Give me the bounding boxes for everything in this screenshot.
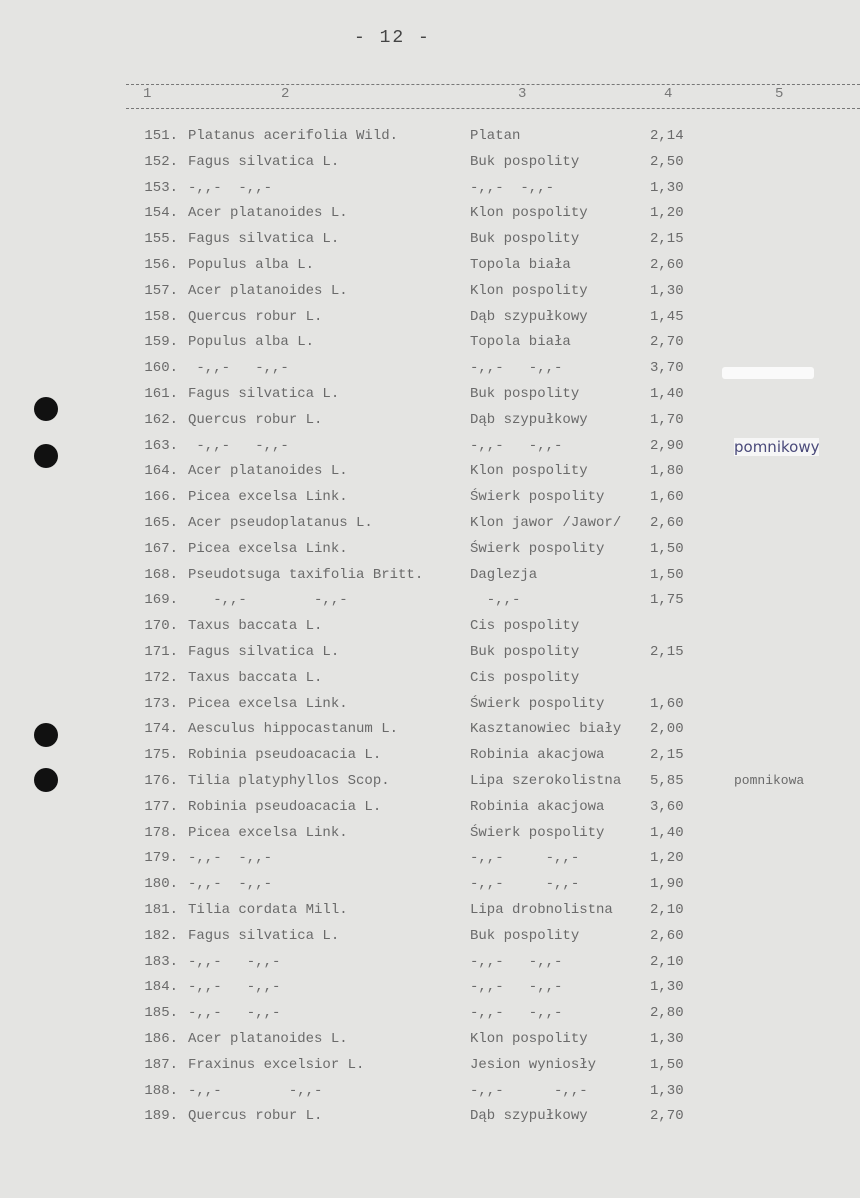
table-row: [0, 1005, 860, 1031]
latin-name: Acer platanoides L.: [188, 205, 348, 222]
row-number: 176.: [144, 773, 178, 789]
row-number: 181.: [144, 902, 178, 918]
measurement: 2,60: [650, 515, 684, 531]
punch-hole: [34, 723, 58, 747]
table-row: [0, 386, 860, 412]
correction-fluid-mark: [722, 367, 814, 379]
table-row: [0, 231, 860, 257]
table-row: [0, 180, 860, 206]
polish-name: Daglezja: [470, 566, 538, 583]
latin-name: -,,- -,,-: [188, 850, 273, 867]
row-number: 179.: [144, 850, 178, 867]
measurement: 1,20: [650, 205, 684, 222]
latin-name: Picea excelsa Link.: [188, 489, 348, 506]
row-number: 186.: [144, 1031, 178, 1047]
row-number: 152.: [144, 153, 178, 170]
row-number: 167.: [144, 540, 178, 557]
measurement: 2,10: [650, 902, 684, 918]
polish-name: Kasztanowiec biały: [470, 721, 622, 738]
measurement: 2,70: [650, 334, 684, 351]
table-row: [0, 463, 860, 489]
latin-name: Robinia pseudoacacia L.: [188, 798, 382, 815]
row-number: 187.: [144, 1056, 178, 1073]
measurement: 3,60: [650, 798, 684, 815]
polish-name: -,,-: [470, 592, 521, 609]
row-number: 168.: [144, 566, 178, 583]
measurement: 1,30: [650, 1031, 684, 1047]
table-row: [0, 412, 860, 438]
latin-name: Acer platanoides L.: [188, 1031, 348, 1047]
latin-name: Taxus baccata L.: [188, 669, 323, 686]
table-row: [0, 721, 860, 747]
table-row: [0, 696, 860, 722]
measurement: 1,70: [650, 411, 684, 428]
latin-name: Quercus robur L.: [188, 308, 323, 325]
column-header-2: 2: [281, 86, 290, 102]
latin-name: Populus alba L.: [188, 334, 315, 351]
table-row: [0, 954, 860, 980]
table-row: [0, 257, 860, 283]
measurement: 1,75: [650, 592, 684, 609]
header-rule-top: [126, 84, 860, 85]
page-number: - 12 -: [354, 28, 431, 48]
row-number: 184.: [144, 979, 178, 996]
measurement: 1,30: [650, 179, 684, 196]
polish-name: Cis pospolity: [470, 669, 580, 686]
latin-name: Platanus acerifolia Wild.: [188, 128, 399, 144]
row-number: 170.: [144, 618, 178, 635]
row-number: 154.: [144, 205, 178, 222]
polish-name: Buk pospolity: [470, 231, 580, 248]
latin-name: Quercus robur L.: [188, 411, 323, 428]
note: pomnikowy: [734, 437, 820, 456]
row-number: 153.: [144, 179, 178, 196]
row-number: 175.: [144, 747, 178, 764]
polish-name: Jesion wyniosły: [470, 1056, 597, 1073]
latin-name: Acer pseudoplatanus L.: [188, 515, 373, 531]
polish-name: Robinia akacjowa: [470, 798, 605, 815]
row-number: 162.: [144, 411, 178, 428]
row-number: 188.: [144, 1082, 178, 1099]
row-number: 155.: [144, 231, 178, 248]
measurement: 1,40: [650, 386, 684, 402]
row-number: 161.: [144, 386, 178, 402]
table-row: [0, 799, 860, 825]
polish-name: -,,- -,,-: [470, 850, 580, 867]
polish-name: Klon pospolity: [470, 205, 588, 222]
row-number: 173.: [144, 695, 178, 712]
table-row: [0, 154, 860, 180]
measurement: 2,15: [650, 644, 684, 660]
table-row: [0, 541, 860, 567]
latin-name: Fagus silvatica L.: [188, 927, 340, 944]
measurement: 1,60: [650, 695, 684, 712]
row-number: 159.: [144, 334, 178, 351]
latin-name: Acer platanoides L.: [188, 463, 348, 480]
polish-name: Klon pospolity: [470, 282, 588, 299]
measurement: 2,90: [650, 437, 684, 454]
row-number: 172.: [144, 669, 178, 686]
measurement: 2,15: [650, 747, 684, 764]
polish-name: Świerk pospolity: [470, 540, 605, 557]
polish-name: Buk pospolity: [470, 386, 580, 402]
row-number: 178.: [144, 824, 178, 841]
polish-name: -,,- -,,-: [470, 360, 563, 377]
column-header-1: 1: [143, 86, 152, 102]
polish-name: Buk pospolity: [470, 153, 580, 170]
table-row: [0, 128, 860, 154]
latin-name: -,,- -,,-: [188, 179, 273, 196]
measurement: 1,80: [650, 463, 684, 480]
row-number: 189.: [144, 1108, 178, 1125]
table-row: [0, 1108, 860, 1134]
latin-name: Fagus silvatica L.: [188, 644, 340, 660]
table-row: [0, 773, 860, 799]
measurement: 1,90: [650, 876, 684, 893]
polish-name: Lipa drobnolistna: [470, 902, 613, 918]
table-row: [0, 438, 860, 464]
row-number: 156.: [144, 257, 178, 273]
polish-name: -,,- -,,-: [470, 437, 563, 454]
table-row: [0, 283, 860, 309]
latin-name: Fraxinus excelsior L.: [188, 1056, 365, 1073]
measurement: 1,30: [650, 1082, 684, 1099]
row-number: 177.: [144, 798, 178, 815]
table-row: [0, 567, 860, 593]
polish-name: -,,- -,,-: [470, 876, 580, 893]
latin-name: Fagus silvatica L.: [188, 231, 340, 248]
polish-name: Klon pospolity: [470, 463, 588, 480]
polish-name: Świerk pospolity: [470, 489, 605, 506]
table-row: [0, 515, 860, 541]
measurement: 2,60: [650, 927, 684, 944]
measurement: 2,14: [650, 128, 684, 144]
latin-name: Picea excelsa Link.: [188, 695, 348, 712]
table-row: [0, 1031, 860, 1057]
latin-name: -,,- -,,-: [188, 979, 281, 996]
table-row: [0, 205, 860, 231]
latin-name: Robinia pseudoacacia L.: [188, 747, 382, 764]
table-row: [0, 1083, 860, 1109]
row-number: 158.: [144, 308, 178, 325]
measurement: 1,30: [650, 282, 684, 299]
row-number: 164.: [144, 463, 178, 480]
polish-name: Dąb szypułkowy: [470, 411, 588, 428]
latin-name: -,,- -,,-: [188, 437, 289, 454]
measurement: 5,85: [650, 773, 684, 789]
row-number: 171.: [144, 644, 178, 660]
latin-name: Quercus robur L.: [188, 1108, 323, 1125]
row-number: 169.: [144, 592, 178, 609]
polish-name: -,,- -,,-: [470, 979, 563, 996]
table-row: [0, 928, 860, 954]
punch-hole: [34, 397, 58, 421]
measurement: 2,80: [650, 1005, 684, 1022]
table-row: [0, 670, 860, 696]
table-row: [0, 1057, 860, 1083]
row-number: 165.: [144, 515, 178, 531]
polish-name: Topola biała: [470, 334, 571, 351]
column-header-5: 5: [775, 86, 784, 102]
measurement: 1,60: [650, 489, 684, 506]
latin-name: -,,- -,,-: [188, 360, 289, 377]
polish-name: Lipa szerokolistna: [470, 773, 622, 789]
table-row: [0, 850, 860, 876]
measurement: 2,70: [650, 1108, 684, 1125]
column-header-3: 3: [518, 86, 527, 102]
latin-name: -,,- -,,-: [188, 592, 348, 609]
polish-name: Dąb szypułkowy: [470, 1108, 588, 1125]
table-row: [0, 644, 860, 670]
latin-name: Tilia platyphyllos Scop.: [188, 773, 390, 789]
table-row: [0, 902, 860, 928]
measurement: 1,50: [650, 566, 684, 583]
polish-name: Klon pospolity: [470, 1031, 588, 1047]
measurement: 1,30: [650, 979, 684, 996]
latin-name: -,,- -,,-: [188, 953, 281, 970]
row-number: 182.: [144, 927, 178, 944]
latin-name: Acer platanoides L.: [188, 282, 348, 299]
row-number: 185.: [144, 1005, 178, 1022]
row-number: 157.: [144, 282, 178, 299]
table-row: [0, 309, 860, 335]
latin-name: Picea excelsa Link.: [188, 540, 348, 557]
table-row: [0, 489, 860, 515]
table-row: [0, 825, 860, 851]
polish-name: Świerk pospolity: [470, 824, 605, 841]
row-number: 166.: [144, 489, 178, 506]
measurement: 1,45: [650, 308, 684, 325]
latin-name: Pseudotsuga taxifolia Britt.: [188, 566, 424, 583]
table-row: [0, 592, 860, 618]
polish-name: -,,- -,,-: [470, 1082, 588, 1099]
table-row: [0, 747, 860, 773]
polish-name: Buk pospolity: [470, 927, 580, 944]
measurement: 2,50: [650, 153, 684, 170]
row-number: 151.: [144, 128, 178, 144]
row-number: 180.: [144, 876, 178, 893]
measurement: 1,50: [650, 1056, 684, 1073]
polish-name: Dąb szypułkowy: [470, 308, 588, 325]
measurement: 1,20: [650, 850, 684, 867]
polish-name: -,,- -,,-: [470, 179, 555, 196]
table-row: [0, 618, 860, 644]
table-row: [0, 979, 860, 1005]
measurement: 3,70: [650, 360, 684, 377]
measurement: 2,60: [650, 257, 684, 273]
table-row: [0, 876, 860, 902]
row-number: 160.: [144, 360, 178, 377]
latin-name: -,,- -,,-: [188, 876, 273, 893]
header-rule-bottom: [126, 108, 860, 109]
polish-name: Platan: [470, 128, 521, 144]
measurement: 2,15: [650, 231, 684, 248]
polish-name: Buk pospolity: [470, 644, 580, 660]
polish-name: -,,- -,,-: [470, 1005, 563, 1022]
polish-name: Robinia akacjowa: [470, 747, 605, 764]
polish-name: Świerk pospolity: [470, 695, 605, 712]
latin-name: Tilia cordata Mill.: [188, 902, 348, 918]
punch-hole: [34, 768, 58, 792]
punch-hole: [34, 444, 58, 468]
polish-name: Cis pospolity: [470, 618, 580, 635]
row-number: 174.: [144, 721, 178, 738]
row-number: 183.: [144, 953, 178, 970]
row-number: 163.: [144, 437, 178, 454]
note: pomnikowa: [734, 773, 805, 788]
measurement: 2,00: [650, 721, 684, 738]
latin-name: Taxus baccata L.: [188, 618, 323, 635]
measurement: 1,40: [650, 824, 684, 841]
polish-name: Topola biała: [470, 257, 571, 273]
column-header-4: 4: [664, 86, 673, 102]
latin-name: Aesculus hippocastanum L.: [188, 721, 399, 738]
latin-name: Picea excelsa Link.: [188, 824, 348, 841]
table-row: [0, 334, 860, 360]
latin-name: Fagus silvatica L.: [188, 153, 340, 170]
latin-name: -,,- -,,-: [188, 1082, 323, 1099]
latin-name: -,,- -,,-: [188, 1005, 281, 1022]
polish-name: Klon jawor /Jawor/: [470, 515, 622, 531]
latin-name: Fagus silvatica L.: [188, 386, 340, 402]
latin-name: Populus alba L.: [188, 257, 315, 273]
polish-name: -,,- -,,-: [470, 953, 563, 970]
measurement: 2,10: [650, 953, 684, 970]
measurement: 1,50: [650, 540, 684, 557]
